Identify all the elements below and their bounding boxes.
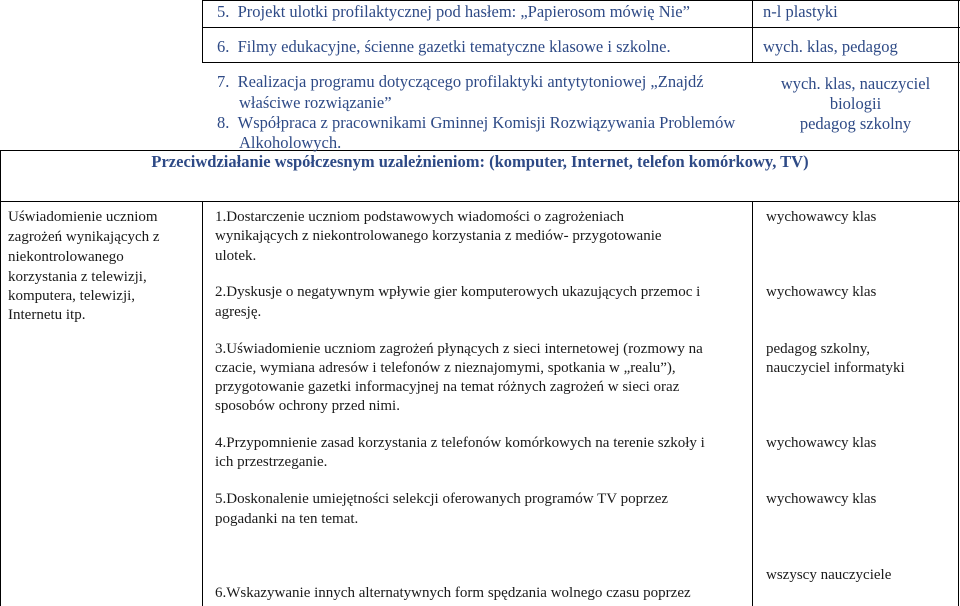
- row6-text: 6. Filmy edukacyjne, ścienne gazetki tematyczne klasowe i szkolne.: [217, 37, 671, 56]
- border-row5-bottom: [202, 27, 960, 28]
- section-heading: Przeciwdziałanie współczesnym uzależnieniom: (komputer, Internet, telefon komórkowy, TV): [151, 152, 809, 171]
- task4-responsible: wychowawcy klas: [766, 435, 877, 451]
- border-left-main: [0, 150, 1, 606]
- task1-responsible: wychowawcy klas: [766, 209, 877, 225]
- border-mid-top: [752, 0, 753, 62]
- row8-responsible: pedagog szkolny: [799, 114, 912, 133]
- task5-line2: pogadanki na ten temat.: [215, 511, 359, 527]
- goal-line-5: komputera, telewizji,: [8, 288, 136, 304]
- row7-responsible-line1: wych. klas, nauczyciel: [780, 74, 931, 93]
- border-heading-top: [0, 150, 960, 151]
- task3-line2: czacie, wymiana adresów i telefonów z nieznajomymi, spotkania w „realu”),: [215, 360, 676, 376]
- row8-text-line2: Alkoholowych.: [239, 133, 342, 152]
- goal-line-1: Uświadomienie uczniom: [8, 209, 158, 225]
- row7-responsible-line2: biologii: [829, 94, 882, 113]
- goal-line-4: korzystania z telewizji,: [8, 269, 147, 285]
- row5-responsible: n-l plastyki: [763, 2, 838, 21]
- row8-text-line1: 8. Współpraca z pracownikami Gminnej Komisji Rozwiązywania Problemów: [217, 113, 736, 132]
- task3-line4: sposobów ochrony przed nimi.: [215, 398, 400, 414]
- row7-text-line2: właściwe rozwiązanie”: [239, 93, 392, 112]
- task5-responsible: wychowawcy klas: [766, 491, 877, 507]
- goal-line-2: zagrożeń wynikających z: [8, 229, 160, 245]
- task1-line2: wynikających z niekontrolowanego korzystania z mediów- przygotowanie: [215, 228, 662, 244]
- border-heading-bottom: [0, 201, 960, 202]
- task4-line2: ich przestrzeganie.: [215, 454, 328, 470]
- task2-responsible: wychowawcy klas: [766, 284, 877, 300]
- border-top-row5: [202, 0, 960, 1]
- goal-line-3: niekontrolowanego: [8, 249, 124, 265]
- task3-responsible-line2: nauczyciel informatyki: [766, 360, 905, 376]
- row5-text: 5. Projekt ulotki profilaktycznej pod hasłem: „Papierosom mówię Nie”: [217, 2, 690, 21]
- border-col1: [202, 201, 203, 606]
- border-col2: [752, 201, 753, 606]
- task6-responsible: wszyscy nauczyciele: [766, 567, 892, 583]
- border-row6-bottom: [202, 62, 960, 63]
- border-right: [958, 0, 959, 606]
- task5-line1: 5.Doskonalenie umiejętności selekcji oferowanych programów TV poprzez: [215, 491, 669, 507]
- task4-line1: 4.Przypomnienie zasad korzystania z telefonów komórkowych na terenie szkoły i: [215, 435, 705, 451]
- task3-line3: przygotowanie gazetki informacyjnej na temat różnych zagrożeń w sieci oraz: [215, 379, 680, 395]
- task1-line1: 1.Dostarczenie uczniom podstawowych wiadomości o zagrożeniach: [215, 209, 625, 225]
- task2-line1: 2.Dyskusje o negatywnym wpływie gier komputerowych ukazujących przemoc i: [215, 284, 701, 300]
- task3-responsible-line1: pedagog szkolny,: [766, 341, 871, 357]
- task6-line1: 6.Wskazywanie innych alternatywnych form spędzania wolnego czasu poprzez: [215, 585, 691, 601]
- goal-line-6: Internetu itp.: [8, 307, 86, 323]
- row7-text-line1: 7. Realizacja programu dotyczącego profilaktyki antytytoniowej „Znajdź: [217, 72, 704, 91]
- task2-line2: agresję.: [215, 304, 262, 320]
- row6-responsible: wych. klas, pedagog: [763, 37, 898, 56]
- border-left-top: [202, 0, 203, 62]
- task1-line3: ulotek.: [215, 248, 257, 264]
- task3-line1: 3.Uświadomienie uczniom zagrożeń płynących z sieci internetowej (rozmowy na: [215, 341, 703, 357]
